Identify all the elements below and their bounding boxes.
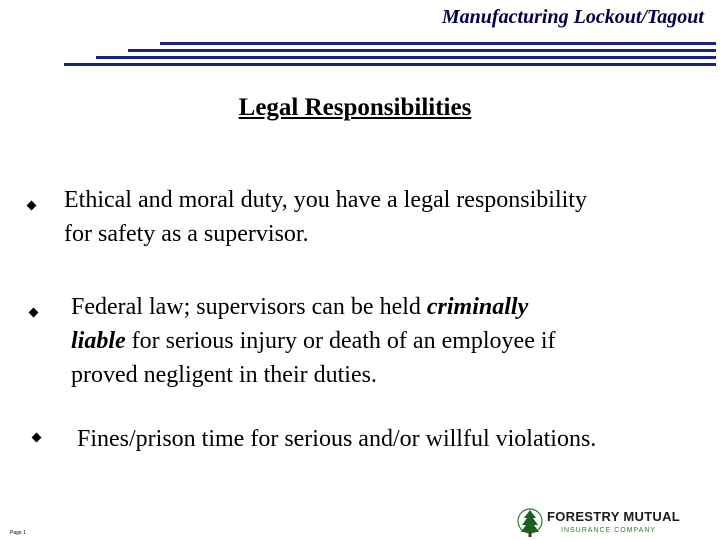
logo-subtitle: INSURANCE COMPANY bbox=[561, 527, 657, 534]
bullet-2-line-2 bbox=[71, 324, 556, 358]
bullet-2-text-a: Federal law; supervisors can be held bbox=[71, 294, 427, 320]
bullet-3-line-1: Fines/prison time for serious and/or willful violations. bbox=[77, 426, 597, 452]
bullet-2 bbox=[71, 290, 556, 392]
header-title: Manufacturing Lockout/Tagout bbox=[441, 6, 704, 28]
header-rule-1 bbox=[160, 42, 716, 45]
bullet-2-emphasis-b: liable bbox=[71, 328, 126, 354]
page-label: Page 1 bbox=[10, 530, 26, 536]
bullet-3 bbox=[77, 422, 596, 456]
slide-title: Legal Responsibilities bbox=[238, 94, 472, 121]
bullet-1-line-2: for safety as a supervisor. bbox=[64, 221, 309, 247]
bullet-1-line-1: Ethical and moral duty, you have a legal responsibility bbox=[64, 187, 587, 213]
bullet-2-marker bbox=[29, 308, 39, 318]
header-rule-2 bbox=[128, 49, 716, 52]
bullet-1 bbox=[64, 183, 587, 251]
bullet-2-text-b: for serious injury or death of an employee if bbox=[125, 328, 556, 354]
header-rule-3 bbox=[96, 56, 716, 59]
bullet-2-line-3: proved negligent in their duties. bbox=[71, 362, 377, 388]
bullet-1-marker bbox=[27, 201, 37, 211]
logo-name: FORESTRY MUTUAL bbox=[547, 509, 681, 524]
bullet-2-line-1 bbox=[71, 290, 556, 324]
bullet-3-marker bbox=[32, 433, 42, 443]
header-rule-4 bbox=[64, 63, 716, 66]
pine-tree-icon bbox=[517, 508, 543, 538]
company-logo bbox=[517, 507, 717, 540]
bullet-2-emphasis-a: criminally bbox=[426, 294, 529, 320]
